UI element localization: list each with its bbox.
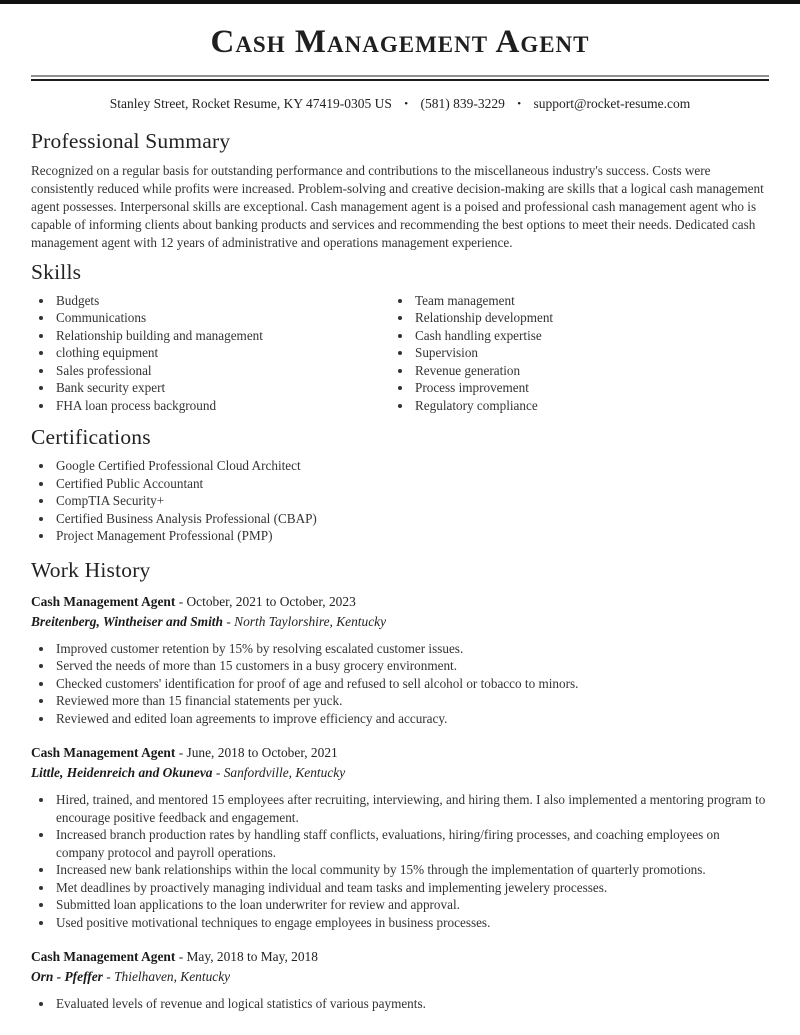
professional-summary-text: Recognized on a regular basis for outstanding performance and contributions to the miscellaneous industry's success. Costs were consistently reduced while profits were increased. Problem-solving and creative decision-making are skills that a logical cash management agent possesses. Interpersonal skills are exceptional. Cash management agent is a poised and professional cash management agent who is capable of informing clients about banking products and services and recommending the best options to meet their needs. Dedicated cash management agent with 12 years of administrative and operations management experience.	[31, 162, 764, 250]
job-company-line	[31, 967, 769, 986]
skill-item: • Revenue generation	[413, 362, 769, 380]
job-entry	[31, 592, 769, 728]
job-bullet: • Reviewed and edited loan agreements to improve efficiency and accuracy.	[54, 710, 769, 728]
skill-item: • Process improvement	[413, 379, 769, 397]
job-location: Sanfordville, Kentucky	[223, 765, 346, 781]
job-bullet: • Increased new bank relationships within the local community by 15% through the implementation of quarterly promotions.	[54, 861, 769, 879]
certification-item: • Project Management Professional (PMP)	[54, 527, 769, 545]
certification-item: • Certified Business Analysis Professional (CBAP)	[54, 510, 769, 528]
skill-item: • Relationship development	[413, 309, 769, 327]
skill-item: • Bank security expert	[54, 379, 405, 397]
contact-address: Stanley Street, Rocket Resume, KY 47419-0305 US	[109, 95, 392, 111]
contact-phone: (581) 839-3229	[420, 95, 505, 111]
skills-columns	[31, 292, 769, 415]
job-title-line	[31, 947, 769, 966]
certifications-list	[31, 457, 769, 545]
job-bullet: • Met deadlines by proactively managing individual and team tasks and implementing jewelery processes.	[54, 879, 769, 897]
certification-item: • Certified Public Accountant	[54, 475, 769, 493]
skills-column-right	[413, 292, 769, 415]
skill-item: • Sales professional	[54, 362, 405, 380]
skill-item: • Relationship building and management	[54, 327, 405, 345]
job-company-line	[31, 763, 769, 782]
job-bullet: • Evaluated levels of revenue and logical statistics of various payments.	[54, 995, 769, 1013]
skill-item: • Team management	[413, 292, 769, 310]
section-heading-professional-summary: Professional Summary	[31, 128, 231, 153]
contact-separator-dot: •	[517, 97, 522, 110]
job-bullet: • Served the needs of more than 15 customers in a busy grocery environment.	[54, 657, 769, 675]
job-entry	[31, 947, 769, 1013]
job-company: Little, Heidenreich and Okuneva	[31, 765, 213, 781]
job-title-line	[31, 743, 769, 762]
job-bullet: • Checked customers' identification for proof of age and refused to sell alcohol or tobacco to minors.	[54, 675, 769, 693]
job-location: Thielhaven, Kentucky	[114, 969, 231, 985]
job-title-dash: -	[178, 949, 184, 965]
job-bullet: • Improved customer retention by 15% by resolving escalated customer issues.	[54, 640, 769, 658]
job-bullet: • Increased branch production rates by handling staff conflicts, evaluations, hiring/firing processes, and coaching employees on company protocol and payroll operations.	[54, 826, 769, 861]
skill-item: • Supervision	[413, 344, 769, 362]
job-bullet-list	[31, 640, 769, 728]
contact-line	[0, 95, 800, 113]
section-heading-certifications: Certifications	[31, 425, 151, 450]
skills-column-left	[31, 292, 405, 415]
job-company: Orn - Pfeffer	[31, 969, 103, 985]
job-dates: May, 2018 to May, 2018	[186, 949, 318, 965]
header-divider-rule	[31, 75, 769, 81]
job-dates: October, 2021 to October, 2023	[186, 593, 356, 609]
skill-item: • Budgets	[54, 292, 405, 310]
skill-item: • Cash handling expertise	[413, 327, 769, 345]
skill-item: • FHA loan process background	[54, 397, 405, 415]
section-heading-skills: Skills	[31, 259, 82, 284]
job-company-dash: -	[226, 613, 231, 629]
page-content	[31, 128, 769, 1013]
job-title-dash: -	[178, 593, 184, 609]
certification-item: • Google Certified Professional Cloud Architect	[54, 457, 769, 475]
job-company-line	[31, 612, 769, 631]
job-bullet: • Submitted loan applications to the loan underwriter for review and approval.	[54, 896, 769, 914]
job-location: North Taylorshire, Kentucky	[234, 613, 387, 629]
job-title-dash: -	[178, 745, 184, 761]
certification-item: • CompTIA Security+	[54, 492, 769, 510]
skill-item: • clothing equipment	[54, 344, 405, 362]
section-heading-work-history: Work History	[31, 557, 151, 582]
skill-item: • Regulatory compliance	[413, 397, 769, 415]
job-title: Cash Management Agent	[31, 593, 176, 609]
job-title: Cash Management Agent	[31, 745, 176, 761]
job-title: Cash Management Agent	[31, 949, 176, 965]
job-bullet: • Hired, trained, and mentored 15 employees after recruiting, interviewing, and hiring them. I also implemented a mentoring program to encourage positive feedback and engagement.	[54, 791, 769, 826]
work-history-list	[31, 592, 769, 1013]
job-bullet-list	[31, 995, 769, 1013]
job-entry	[31, 743, 769, 931]
top-border-bar	[0, 0, 800, 4]
contact-email: support@rocket-resume.com	[533, 95, 691, 111]
job-title-line	[31, 592, 769, 611]
job-bullet: • Reviewed more than 15 financial statements per yuck.	[54, 692, 769, 710]
job-bullet-list	[31, 791, 769, 931]
job-company-dash: -	[106, 969, 111, 985]
page-title: Cash Management Agent	[210, 24, 590, 60]
job-company-dash: -	[215, 765, 221, 781]
job-company: Breitenberg, Wintheiser and Smith	[31, 613, 223, 629]
contact-separator-dot: •	[404, 97, 409, 110]
skill-item: • Communications	[54, 309, 405, 327]
job-bullet: • Used positive motivational techniques to engage employees in business processes.	[54, 914, 769, 932]
job-dates: June, 2018 to October, 2021	[186, 745, 338, 761]
